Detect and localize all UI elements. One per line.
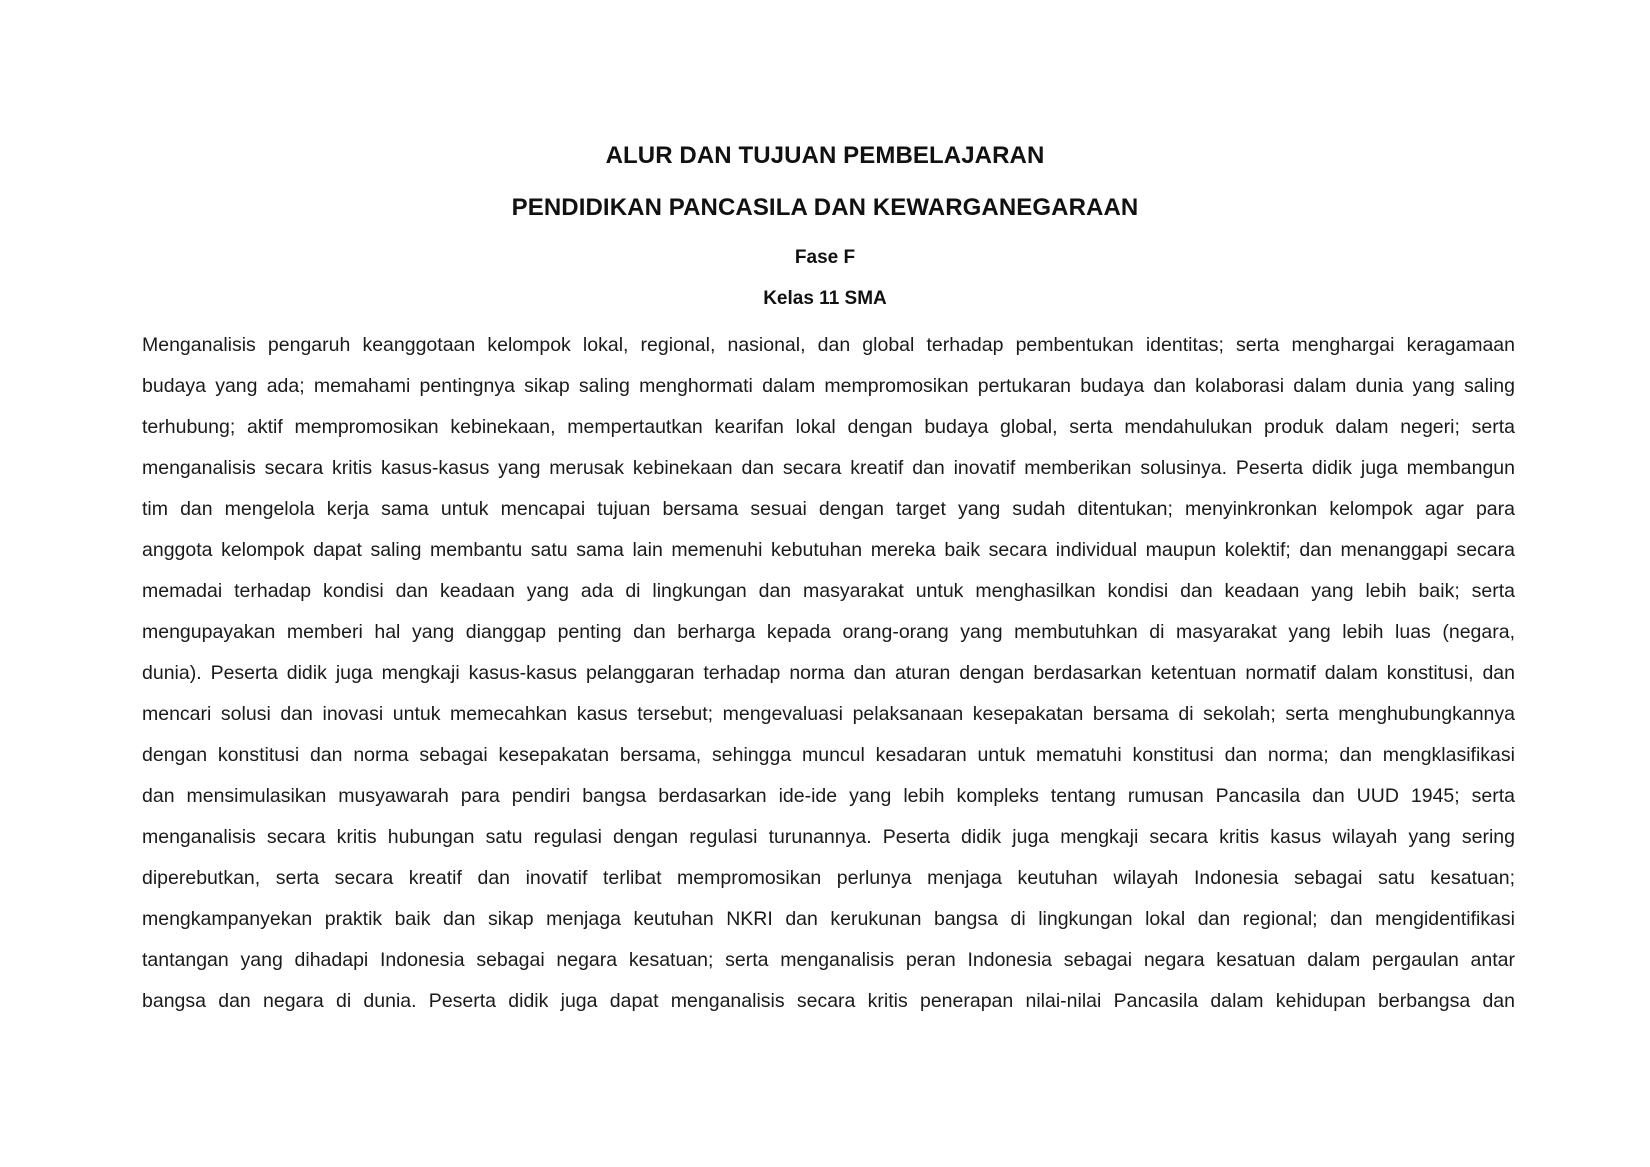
body-paragraph (142, 325, 1515, 1022)
paragraph-line: dunia). Peserta didik juga mengkaji kasus-kasus pelanggaran terhadap norma dan aturan dengan berdasarkan ketentuan normatif dalam konstitusi, dan (142, 662, 1515, 684)
paragraph-line: tantangan yang dihadapi Indonesia sebagai negara kesatuan; serta menganalisis peran Indonesia sebagai negara kesatuan dalam pergaulan antar (142, 949, 1515, 971)
grade-label: Kelas 11 SMA (763, 288, 887, 309)
paragraph-line: mengupayakan memberi hal yang dianggap penting dan berharga kepada orang-orang yang membutuhkan di masyarakat yang lebih luas (negara, (142, 621, 1515, 643)
paragraph-line: dengan konstitusi dan norma sebagai kesepakatan bersama, sehingga muncul kesadaran untuk mematuhi konstitusi dan norma; dan mengklasifikasi (142, 744, 1515, 766)
paragraph-line: tim dan mengelola kerja sama untuk mencapai tujuan bersama sesuai dengan target yang sudah ditentukan; menyinkronkan kelompok agar para (142, 498, 1515, 520)
paragraph-line: anggota kelompok dapat saling membantu satu sama lain memenuhi kebutuhan mereka baik secara individual maupun kolektif; dan menanggapi secara (142, 539, 1515, 561)
paragraph-line: budaya yang ada; memahami pentingnya sikap saling menghormati dalam mempromosikan pertukaran budaya dan kolaborasi dalam dunia yang saling (142, 375, 1515, 397)
paragraph-line: Menganalisis pengaruh keanggotaan kelompok lokal, regional, nasional, dan global terhadap pembentukan identitas; serta menghargai keragamaan (142, 334, 1515, 356)
paragraph-line: terhubung; aktif mempromosikan kebinekaan, mempertautkan kearifan lokal dengan budaya global, serta mendahulukan produk dalam negeri; serta (142, 416, 1515, 438)
paragraph-line: menganalisis secara kritis hubungan satu regulasi dengan regulasi turunannya. Peserta didik juga mengkaji secara kritis kasus wilayah yang sering (142, 826, 1515, 848)
paragraph-line: memadai terhadap kondisi dan keadaan yang ada di lingkungan dan masyarakat untuk menghasilkan kondisi dan keadaan yang lebih baik; serta (142, 580, 1515, 602)
paragraph-line: mengkampanyekan praktik baik dan sikap menjaga keutuhan NKRI dan kerukunan bangsa di lingkungan lokal dan regional; dan mengidentifikasi (142, 908, 1515, 930)
document-subtitle: PENDIDIKAN PANCASILA DAN KEWARGANEGARAAN (511, 194, 1139, 221)
paragraph-line: menganalisis secara kritis kasus-kasus yang merusak kebinekaan dan secara kreatif dan inovatif memberikan solusinya. Peserta didik juga membangun (142, 457, 1515, 479)
paragraph-line: dan mensimulasikan musyawarah para pendiri bangsa berdasarkan ide-ide yang lebih kompleks tentang rumusan Pancasila dan UUD 1945; serta (142, 785, 1515, 807)
paragraph-line: mencari solusi dan inovasi untuk memecahkan kasus tersebut; mengevaluasi pelaksanaan kesepakatan bersama di sekolah; serta menghubungkannya (142, 703, 1515, 725)
document-title: ALUR DAN TUJUAN PEMBELAJARAN (605, 142, 1045, 169)
phase-label: Fase F (794, 247, 856, 268)
paragraph-line: diperebutkan, serta secara kreatif dan inovatif terlibat mempromosikan perlunya menjaga keutuhan wilayah Indonesia sebagai satu kesatuan; (142, 867, 1515, 889)
paragraph-line: bangsa dan negara di dunia. Peserta didik juga dapat menganalisis secara kritis penerapan nilai-nilai Pancasila dalam kehidupan berbangsa dan (142, 990, 1515, 1012)
